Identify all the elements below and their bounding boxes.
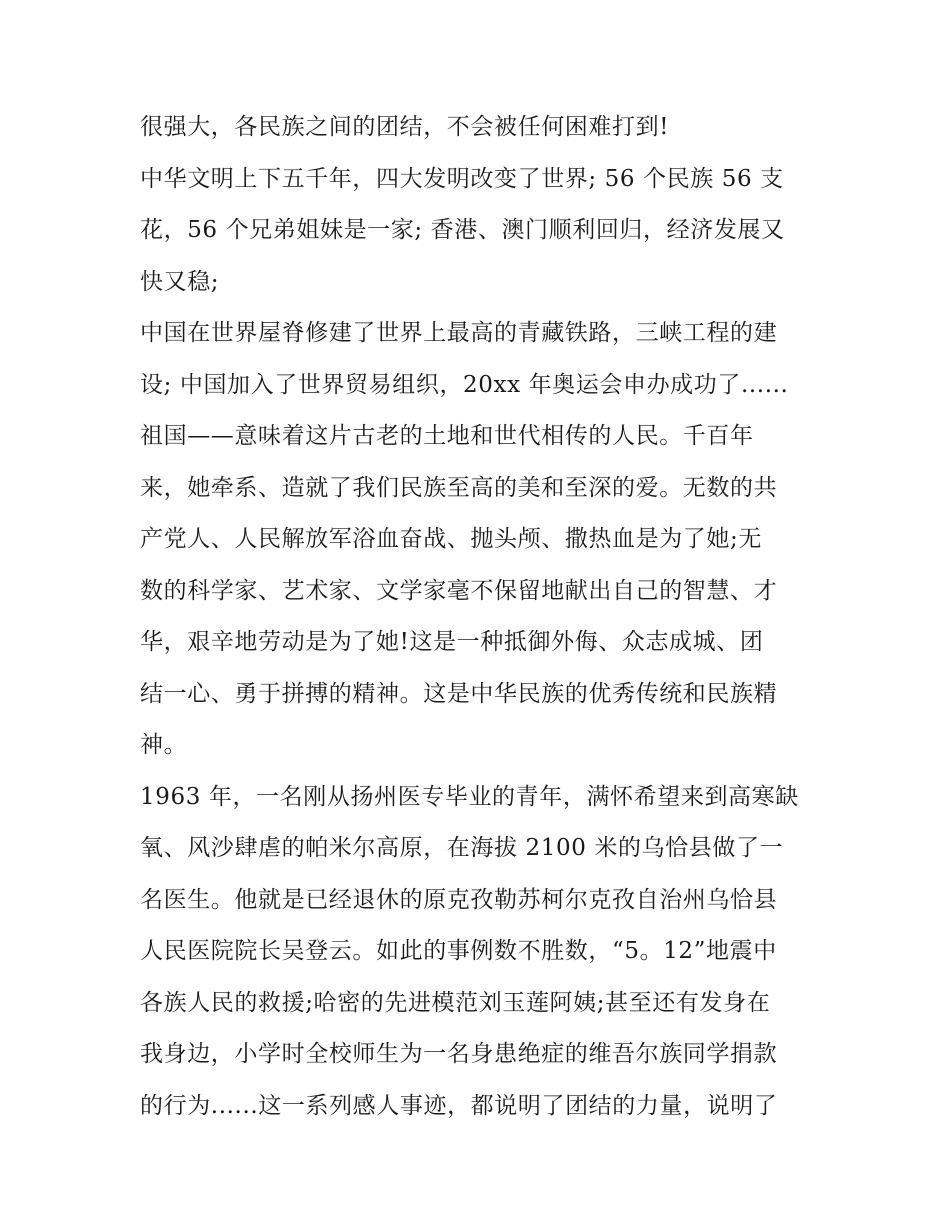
text-line: 各族人民的救援;哈密的先进模范刘玉莲阿姨;甚至还有发身在 [140, 989, 771, 1016]
text-line: 设; 中国加入了世界贸易组织，20xx 年奥运会申办成功了...... [140, 371, 789, 398]
text-line: 中国在世界屋脊修建了世界上最高的青藏铁路，三峡工程的建 [140, 320, 778, 346]
text-line: 人民医院院长吴登云。如此的事例数不胜数，“5。12”地震中 [140, 938, 777, 964]
text-line: 神。 [140, 732, 188, 758]
document-body [140, 102, 840, 1132]
text-line: 花，56 个兄弟姐妹是一家; 香港、澳门顺利回归，经济发展又 [140, 217, 785, 243]
text-line: 中华文明上下五千年，四大发明改变了世界; 56 个民族 56 支 [140, 165, 784, 192]
text-line: 的行为......这一系列感人事迹，都说明了团结的力量，说明了 [140, 1092, 778, 1119]
text-line: 氧、风沙肆虐的帕米尔高原，在海拔 2100 米的乌恰县做了一 [140, 835, 784, 861]
text-line: 祖国——意味着这片古老的土地和世代相传的人民。千百年 [140, 423, 754, 449]
text-line: 很强大，各民族之间的团结，不会被任何困难打到! [140, 114, 670, 140]
text-line: 结一心、勇于拼搏的精神。这是中华民族的优秀传统和民族精 [140, 680, 778, 707]
text-line: 华，艰辛地劳动是为了她!这是一种抵御外侮、众志成城、团 [140, 629, 764, 655]
text-line: 快又稳; [140, 268, 220, 295]
text-line: 1963 年，一名刚从扬州医专毕业的青年，满怀希望来到高寒缺 [140, 783, 799, 810]
text-line: 名医生。他就是已经退休的原克孜勒苏柯尔克孜自治州乌恰县 [140, 886, 778, 913]
text-line: 来，她牵系、造就了我们民族至高的美和至深的爱。无数的共 [140, 474, 778, 501]
text-line: 产党人、人民解放军浴血奋战、抛头颅、撒热血是为了她;无 [140, 526, 762, 552]
text-line: 数的科学家、艺术家、文学家毫不保留地献出自己的智慧、才 [140, 577, 778, 604]
text-line: 我身边，小学时全校师生为一名身患绝症的维吾尔族同学捐款 [140, 1041, 778, 1067]
